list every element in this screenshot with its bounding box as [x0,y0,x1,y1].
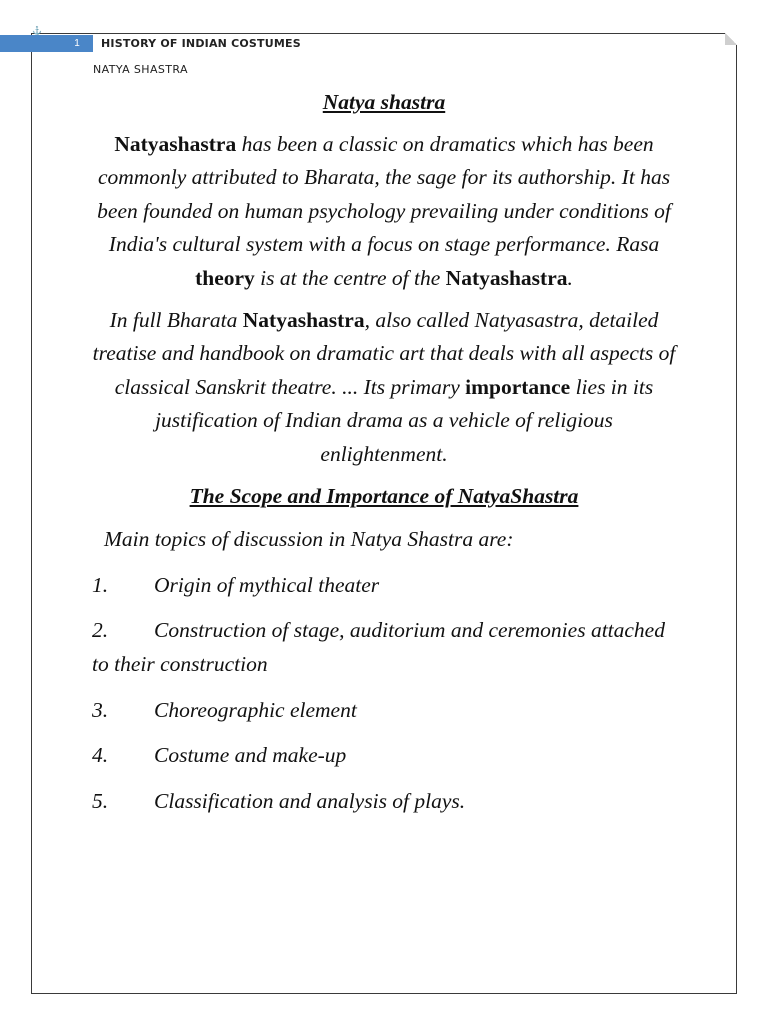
bold-term: Natyashastra [242,307,365,332]
list-number: 5. [92,788,109,813]
list-text: Origin of mythical theater [154,572,380,597]
list-number: 3. [92,697,109,722]
page-corner-fold [725,33,737,45]
list-number: 2. [92,618,109,643]
article-title: Natya shastra [322,90,446,114]
list-text: Construction of stage, auditorium and ceremonies attached to their construction [92,618,665,676]
bold-term: theory [195,265,255,290]
anchor-icon: ⚓ [32,26,42,35]
paragraph-1 [92,128,676,296]
list-number: 1. [92,572,109,597]
paragraph-text: In full Bharata [109,307,243,332]
list-item [92,694,676,728]
list-item [92,739,676,773]
paragraph-text: has been a classic on dramatics which has been commonly attributed to Bharata, the sage for its authorship. It has been founded on human psychology prevailing under conditions of India's cultural system with a focus on stage performance. Rasa [97,131,671,257]
list-text: Choreographic element [154,697,357,722]
topics-intro: Main topics of discussion in Natya Shastra are: [104,527,514,552]
bold-term: importance [465,374,571,399]
list-item [92,569,676,603]
paragraph-text: lies in its justification of Indian drama as a vehicle of religious enlightenment. [155,374,654,466]
paragraph-text: is at the centre of the [254,265,446,290]
bold-term: Natyashastra [114,131,237,156]
paragraph-text: . [567,265,573,290]
list-item [92,614,676,681]
page-number: 1 [74,38,80,49]
list-item [92,785,676,819]
section-title: The Scope and Importance of NatyaShastra [189,483,579,508]
header-title: HISTORY OF INDIAN COSTUMES [101,37,301,50]
paragraph-2 [92,304,676,472]
header-subtitle: NATYA SHASTRA [93,63,188,76]
paragraph-text: , also called Natyasastra, detailed treatise and handbook on dramatic art that deals with all aspects of classical Sanskrit theatre. ... Its primary [92,307,676,399]
list-number: 4. [92,743,109,768]
list-text: Costume and make-up [154,743,347,768]
bold-term: Natyashastra [445,265,568,290]
document-body [92,86,676,830]
list-text: Classification and analysis of plays. [154,788,466,813]
